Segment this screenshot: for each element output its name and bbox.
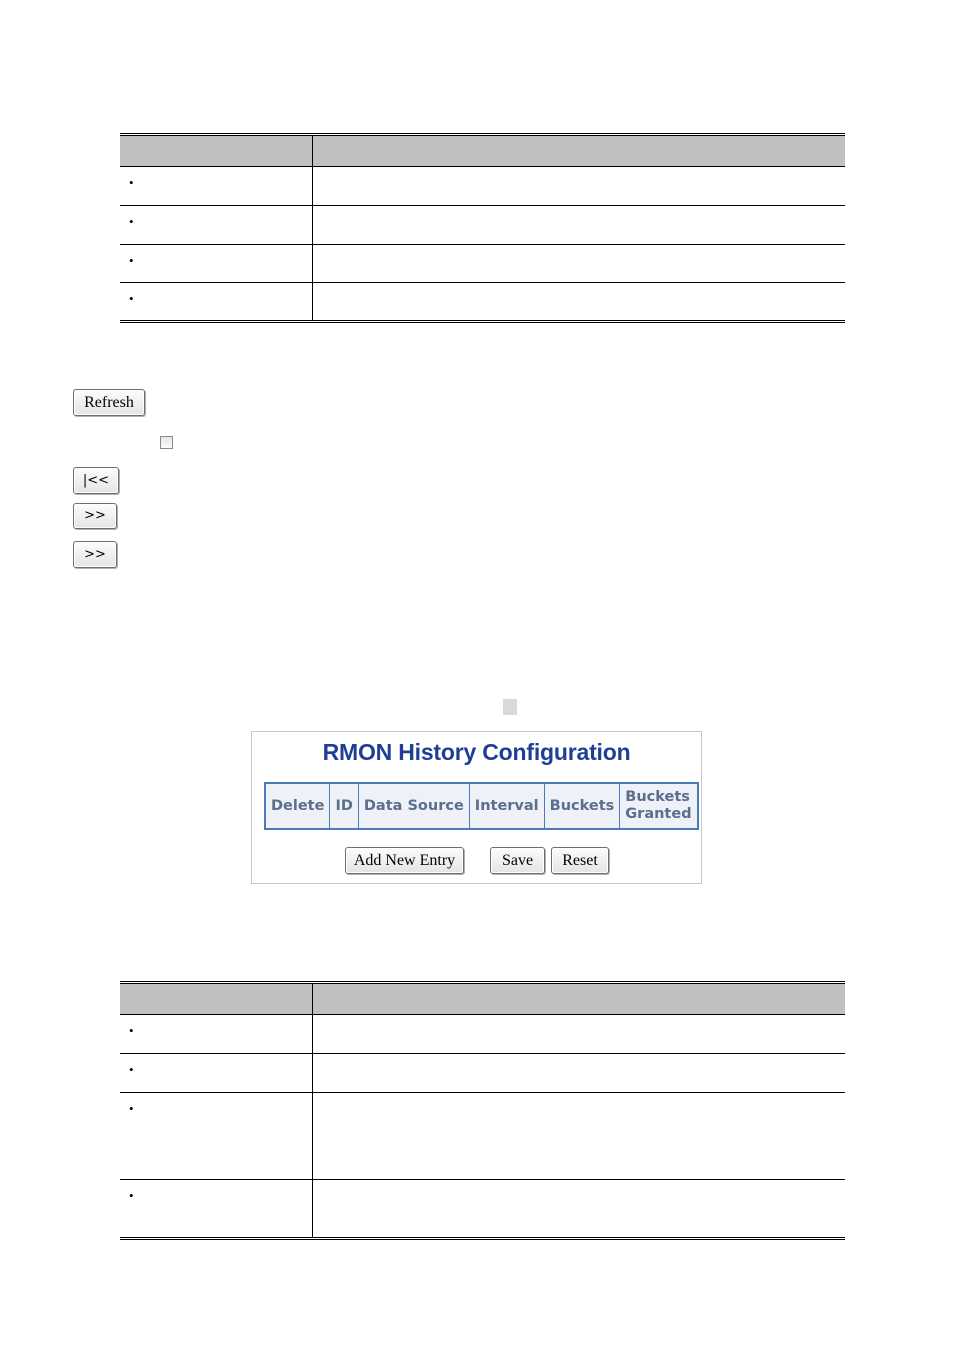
next-page-button-2[interactable]: >> (73, 541, 117, 568)
table-header-row (265, 783, 698, 829)
table-row (120, 206, 845, 245)
bullet: • (129, 291, 134, 306)
rmon-history-table (264, 782, 699, 830)
column-data-source: Data Source (358, 783, 469, 829)
table-header-row (120, 135, 845, 167)
column-id: ID (330, 783, 358, 829)
rmon-history-config-panel (251, 731, 702, 884)
bullet: • (129, 214, 134, 229)
add-new-entry-button[interactable]: Add New Entry (345, 847, 464, 874)
auto-refresh-checkbox[interactable] (160, 436, 173, 449)
refresh-button[interactable]: Refresh (73, 389, 145, 416)
table-header-description (313, 983, 846, 1015)
table-row (120, 1180, 845, 1239)
next-page-button[interactable]: >> (73, 503, 117, 529)
table-header-object (120, 135, 313, 167)
parameter-table-bottom (120, 981, 845, 1240)
column-interval: Interval (469, 783, 544, 829)
parameter-table-top (120, 133, 845, 323)
page-title: RMON History Configuration (322, 739, 631, 765)
table-row (120, 1015, 845, 1054)
bullet: • (129, 1101, 134, 1116)
bullet: • (129, 253, 134, 268)
bullet: • (129, 175, 134, 190)
table-row (120, 283, 845, 322)
table-header-row (120, 983, 845, 1015)
reset-button[interactable]: Reset (551, 847, 609, 874)
bullet: • (129, 1062, 134, 1077)
column-buckets: Buckets (544, 783, 620, 829)
column-delete: Delete (265, 783, 330, 829)
first-page-button[interactable]: |<< (73, 467, 119, 494)
table-row (120, 1093, 845, 1180)
table-row (120, 1054, 845, 1093)
bullet: • (129, 1188, 134, 1203)
bullet: • (129, 1023, 134, 1038)
save-button[interactable]: Save (490, 847, 545, 874)
column-buckets-granted: Buckets Granted (620, 783, 698, 829)
table-row (120, 167, 845, 206)
caption-placeholder-mark (503, 699, 517, 715)
table-header-object (120, 983, 313, 1015)
table-header-description (313, 135, 846, 167)
table-row (120, 245, 845, 283)
